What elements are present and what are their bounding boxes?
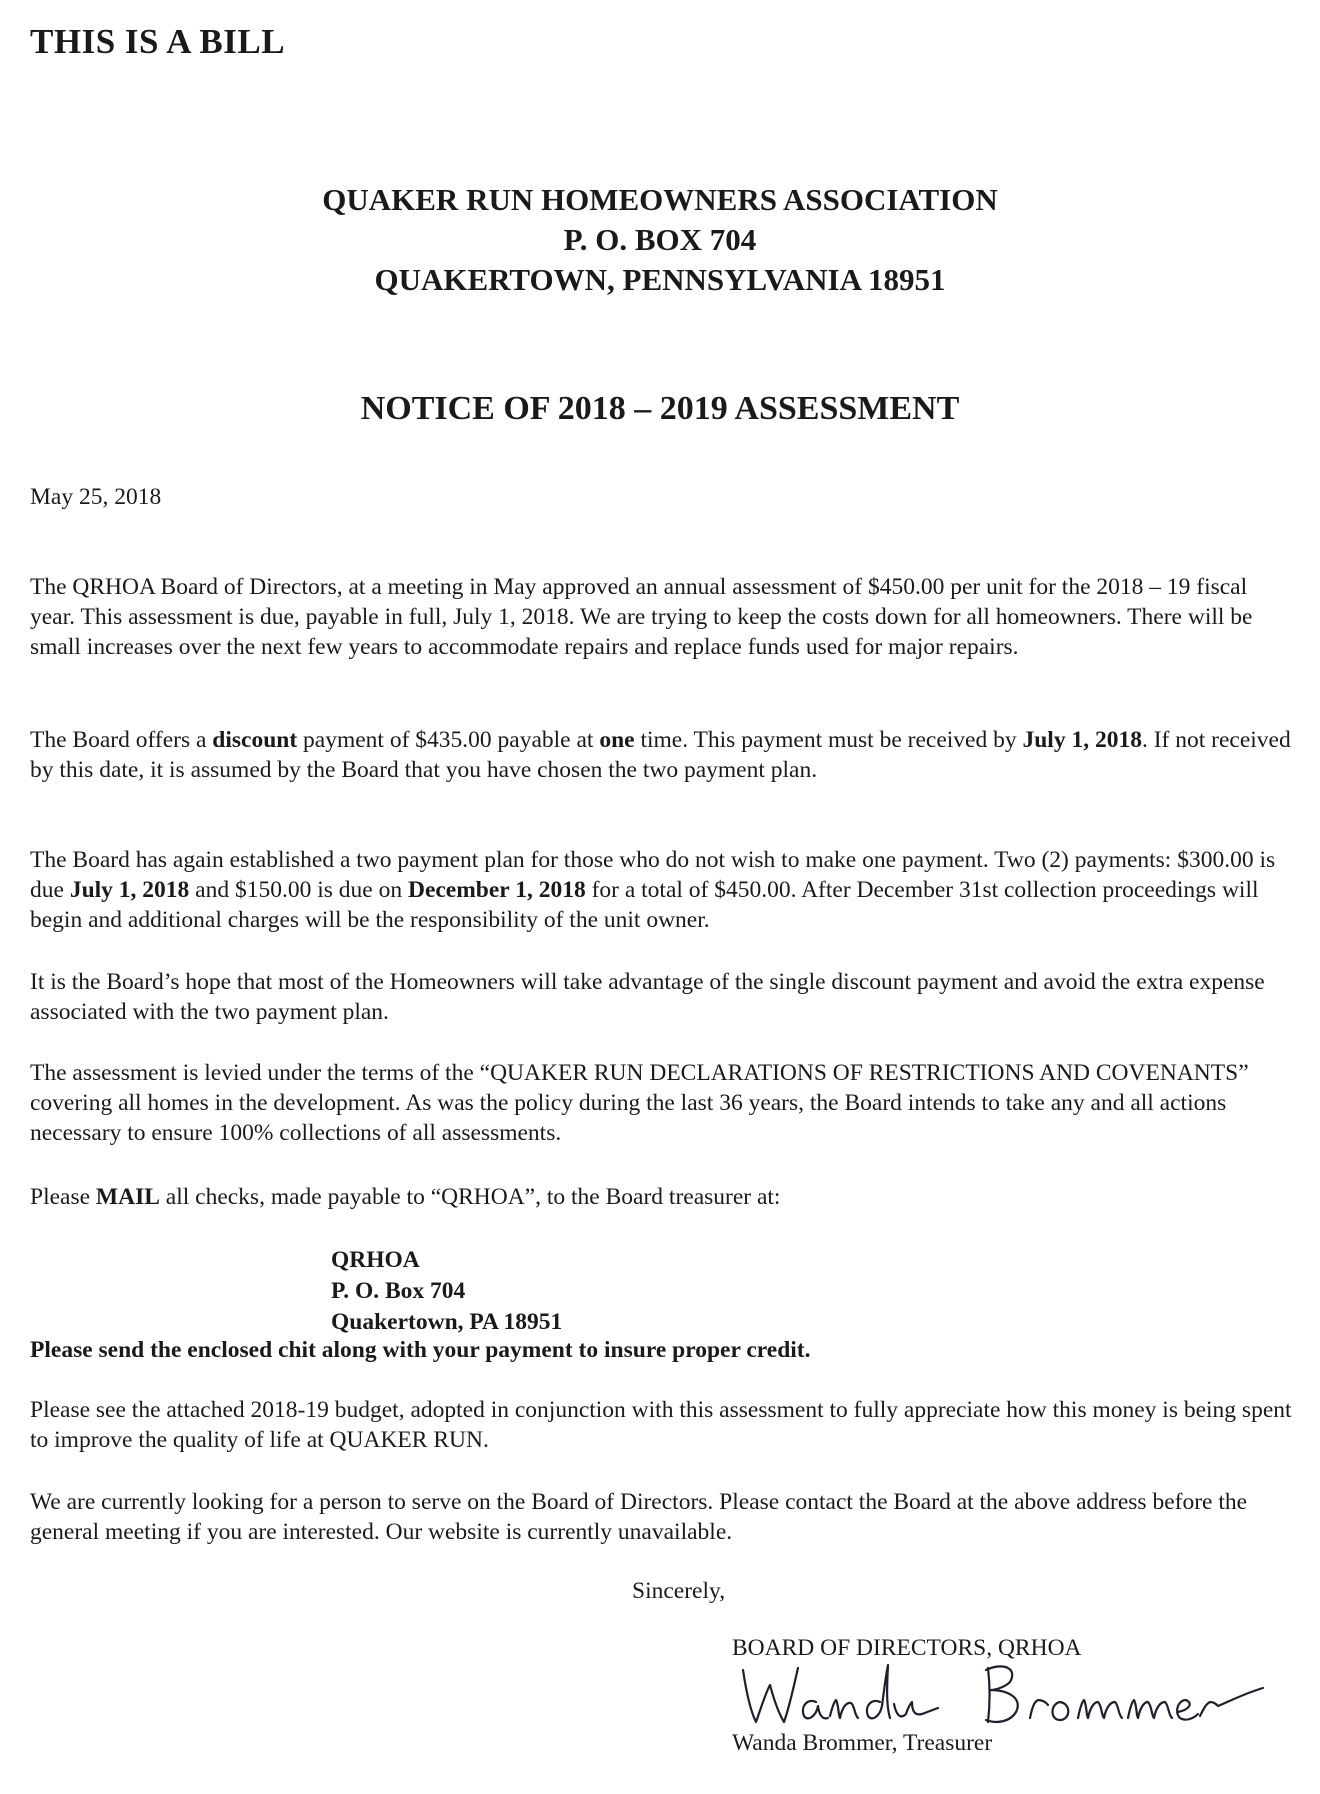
letter-date: May 25, 2018 — [30, 484, 162, 510]
association-header — [0, 180, 1320, 300]
treasurer-name: Wanda Brommer, Treasurer — [732, 1730, 993, 1756]
board-signature-line: BOARD OF DIRECTORS, QRHOA — [732, 1635, 1082, 1661]
paragraph-board-vacancy: We are currently looking for a person to serve on the Board of Directors. Please contact the Board at the above address before the general meeting if you are interested. Our website is currently unavailable. — [30, 1489, 1248, 1545]
text-segment: payment of $435.00 payable at — [297, 727, 600, 753]
emphasis-discount: discount — [212, 727, 298, 753]
text-segment: . If not received by this date, it is assumed by the Board that you have chosen the two payment plan. — [30, 727, 1291, 783]
text-segment: The Board offers a — [30, 727, 213, 753]
mailing-address — [331, 1245, 562, 1338]
paragraph-assessment: The QRHOA Board of Directors, at a meeting in May approved an annual assessment of $450.00 per unit for the 2018 – 19 fiscal year. This assessment is due, payable in full, July 1, 2018. We are trying to keep the costs down for all homeowners. There will be small increases over the next few years to accommodate repairs and replace funds used for major repairs. — [30, 574, 1253, 660]
paragraph-board-hope: It is the Board’s hope that most of the Homeowners will take advantage of the single discount payment and avoid the extra expense associated with the two payment plan. — [30, 969, 1265, 1025]
association-po-box: P. O. BOX 704 — [563, 222, 757, 257]
handwritten-signature — [738, 1650, 1268, 1740]
text-segment: for a total of $450.00. After December 31st collection proceedings will begin and additional charges will be the responsibility of the unit owner. — [30, 877, 1259, 933]
emphasis-deadline: July 1, 2018 — [1022, 727, 1142, 753]
paragraph-discount — [30, 725, 1295, 785]
paragraph-mail-instructions — [30, 1182, 1295, 1212]
address-line-name: QRHOA — [331, 1247, 420, 1273]
emphasis-mail: MAIL — [95, 1184, 160, 1210]
text-segment: all checks, made payable to “QRHOA”, to the Board treasurer at: — [159, 1184, 781, 1210]
text-segment: Please — [30, 1184, 96, 1210]
enclosed-chit-note: Please send the enclosed chit along with your payment to insure proper credit. — [30, 1337, 811, 1363]
bill-label: THIS IS A BILL — [30, 22, 286, 61]
paragraph-budget: Please see the attached 2018-19 budget, adopted in conjunction with this assessment to fully appreciate how this money is being spent to improve the quality of life at QUAKER RUN. — [30, 1397, 1292, 1453]
text-segment: The Board has again established a two payment plan for those who do not wish to make one payment. Two (2) payments: $300.00 is due — [30, 847, 1276, 903]
notice-title: NOTICE OF 2018 – 2019 ASSESSMENT — [360, 390, 960, 427]
address-line-city: Quakertown, PA 18951 — [331, 1309, 563, 1335]
text-segment: and $150.00 is due on — [189, 877, 408, 903]
address-line-po-box: P. O. Box 704 — [331, 1278, 466, 1304]
association-city-state-zip: QUAKERTOWN, PENNSYLVANIA 18951 — [374, 262, 946, 297]
paragraph-payment-plan — [30, 845, 1295, 935]
association-name: QUAKER RUN HOMEOWNERS ASSOCIATION — [322, 182, 998, 217]
closing: Sincerely, — [632, 1578, 726, 1604]
emphasis-second-due-date: December 1, 2018 — [407, 877, 586, 903]
paragraph-covenants: The assessment is levied under the terms of the “QUAKER RUN DECLARATIONS OF RESTRICTIONS AND COVENANTS” covering all homes in the development. As was the policy during the last 36 years, the Board intends to take any and all actions necessary to ensure 100% collections of all assessments. — [30, 1060, 1249, 1146]
emphasis-first-due-date: July 1, 2018 — [69, 877, 190, 903]
emphasis-one: one — [599, 727, 635, 753]
text-segment: time. This payment must be received by — [634, 727, 1023, 753]
